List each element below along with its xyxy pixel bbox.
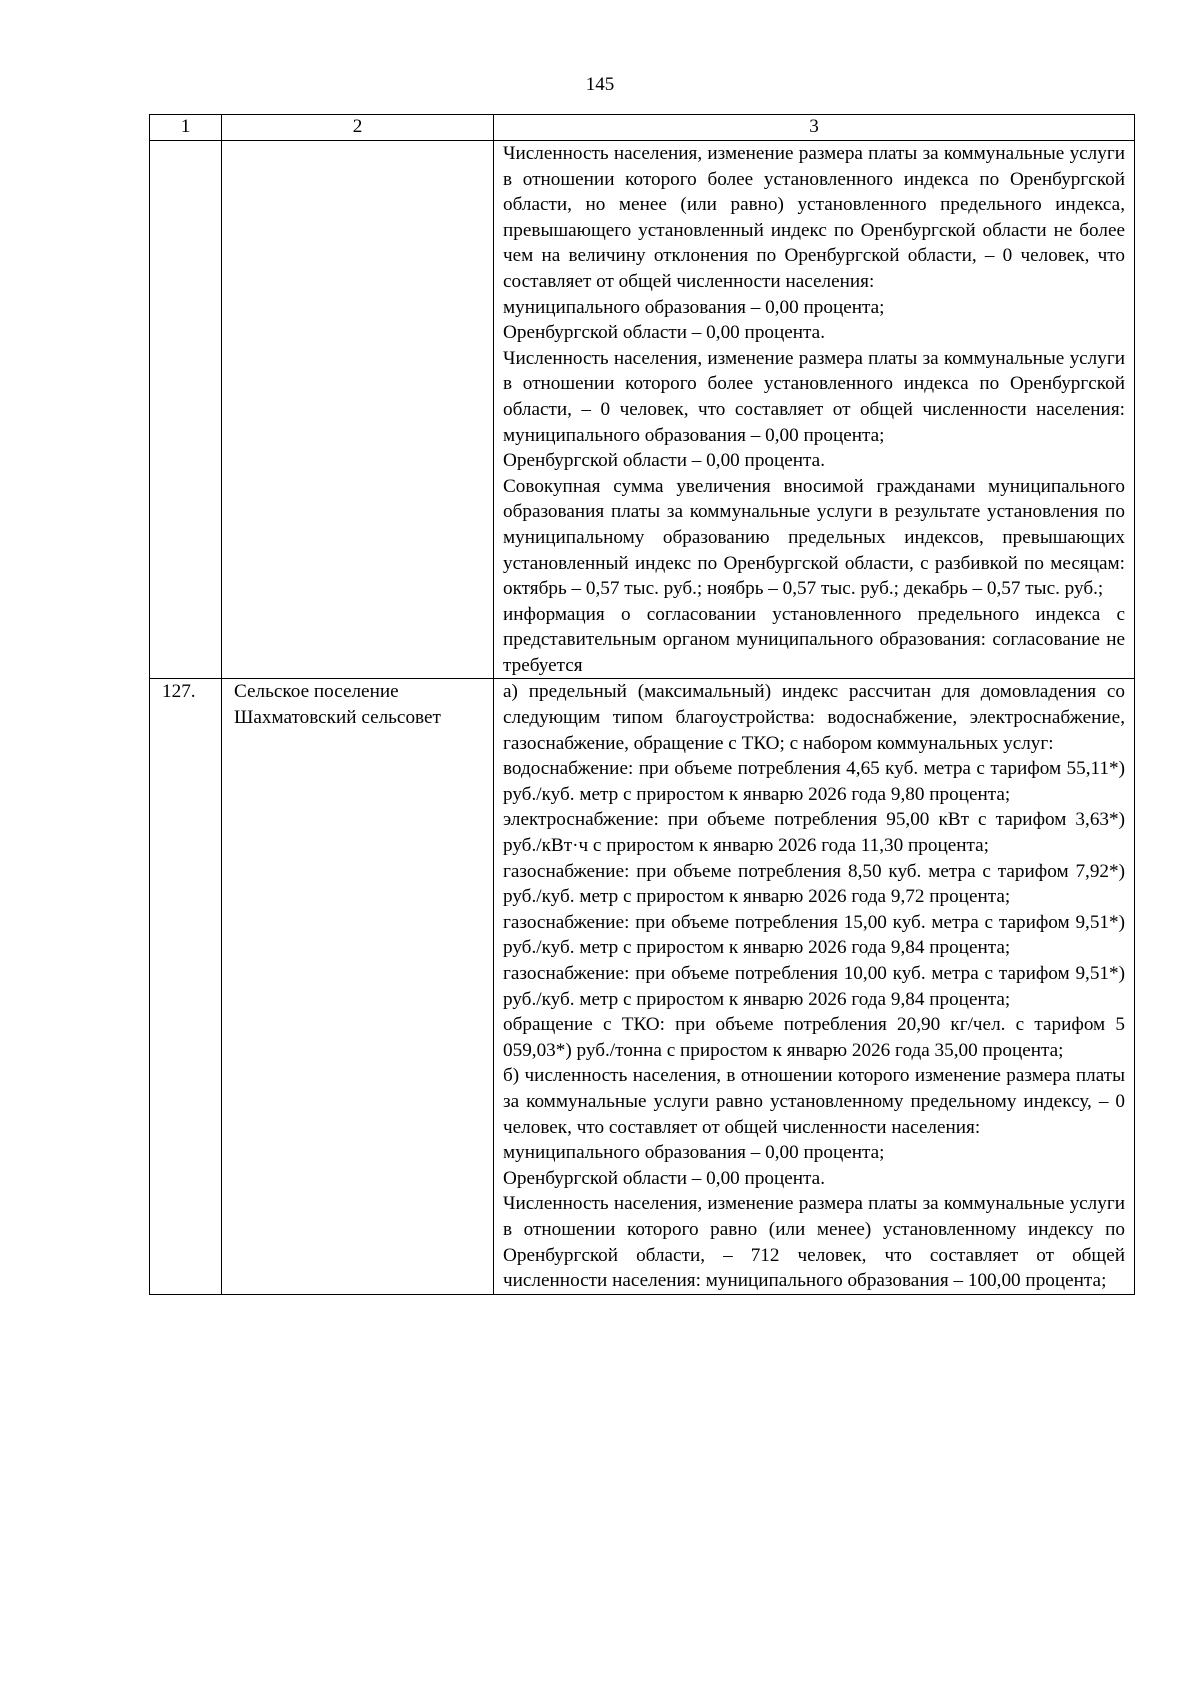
row-name-cell bbox=[222, 141, 494, 679]
table-row bbox=[150, 141, 1135, 679]
paragraph: обращение с ТКО: при объеме потребления 20,90 кг/чел. с тарифом 5 059,03*) руб./тонна с приростом к январю 2026 года 35,00 процента; bbox=[503, 1014, 1125, 1061]
row-number-cell bbox=[150, 679, 222, 1294]
row-number-cell bbox=[150, 141, 222, 679]
paragraph: электроснабжение: при объеме потребления 95,00 кВт с тарифом 3,63*) руб./кВт·ч с приростом к январю 2026 года 11,30 процента; bbox=[503, 809, 1125, 857]
paragraph: муниципального образования – 0,00 процента; bbox=[503, 296, 885, 318]
header-col-2: 2 bbox=[222, 115, 494, 141]
paragraph: муниципального образования – 0,00 процента; bbox=[503, 1142, 885, 1164]
paragraph: информация о согласовании установленного предельного индекса с представительным органом муниципального образования: согласование не требуется bbox=[503, 603, 1125, 676]
paragraph: Численность населения, изменение размера платы за коммунальные услуги в отношении которого более установленного индекса по Оренбургской области, – 0 человек, что составляет от общей численности населения: муниципального образования – 0,00 процента; bbox=[503, 347, 1125, 446]
paragraph: б) численность населения, в отношении которого изменение размера платы за коммунальные услуги равно установленному предельному индексу, – 0 человек, что составляет от общей численности населения: bbox=[503, 1065, 1125, 1138]
paragraph: газоснабжение: при объеме потребления 15,00 куб. метра с тарифом 9,51*) руб./куб. метр с приростом к январю 2026 года 9,84 процента; bbox=[503, 911, 1125, 959]
paragraph: Оренбургской области – 0,00 процента. bbox=[503, 1167, 825, 1189]
paragraph: газоснабжение: при объеме потребления 10,00 куб. метра с тарифом 9,51*) руб./куб. метр с приростом к январю 2026 года 9,84 процента; bbox=[503, 963, 1125, 1010]
table-header-row bbox=[150, 115, 1135, 141]
paragraph: водоснабжение: при объеме потребления 4,65 куб. метра с тарифом 55,11*) руб./куб. метр с приростом к январю 2026 года 9,80 процента; bbox=[503, 758, 1125, 805]
paragraph: газоснабжение: при объеме потребления 8,50 куб. метра с тарифом 7,92*) руб./куб. метр с приростом к январю 2026 года 9,72 процента; bbox=[503, 860, 1125, 908]
paragraph: Оренбургской области – 0,00 процента. bbox=[503, 322, 825, 344]
paragraph: Совокупная сумма увеличения вносимой гражданами муниципального образования платы за коммунальные услуги в результате установления по муниципальному образованию предельных индексов, превышающих установленный индекс по Оренбургской области, с разбивкой по месяцам: октябрь – 0,57 тыс. руб.; ноябрь – 0,57 тыс. руб.; декабрь – 0,57 тыс. руб.; bbox=[503, 475, 1125, 600]
paragraph: Оренбургской области – 0,00 процента. bbox=[503, 450, 825, 472]
row-name-cell bbox=[222, 679, 494, 1294]
paragraph: а) предельный (максимальный) индекс рассчитан для домовладения со следующим типом благоустройства: водоснабжение, электроснабжение, газоснабжение, обращение с ТКО; с набором коммунальных услуг: bbox=[503, 681, 1125, 754]
header-col-1: 1 bbox=[150, 115, 222, 141]
header-col-3: 3 bbox=[494, 115, 1135, 141]
table-row bbox=[150, 679, 1135, 1294]
row-description-cell bbox=[494, 679, 1135, 1294]
row-number: 127. bbox=[162, 681, 196, 703]
paragraph: Численность населения, изменение размера платы за коммунальные услуги в отношении которого более установленного индекса по Оренбургской области, но менее (или равно) установленного предельного индекса, превышающего установленный индекс по Оренбургской области не более чем на величину отклонения по Оренбургской области, – 0 человек, что составляет от общей численности населения: bbox=[503, 143, 1125, 292]
paragraph: Численность населения, изменение размера платы за коммунальные услуги в отношении которого равно (или менее) установленному индексу по Оренбургской области, – 712 человек, что составляет от общей численности населения: муниципального образования – 100,00 процента; bbox=[503, 1193, 1125, 1292]
row-name: Сельское поселение Шахматовский сельсовет bbox=[234, 681, 441, 729]
row-description-cell bbox=[494, 141, 1135, 679]
page-number: 145 bbox=[585, 74, 615, 95]
data-table bbox=[149, 114, 1135, 1295]
